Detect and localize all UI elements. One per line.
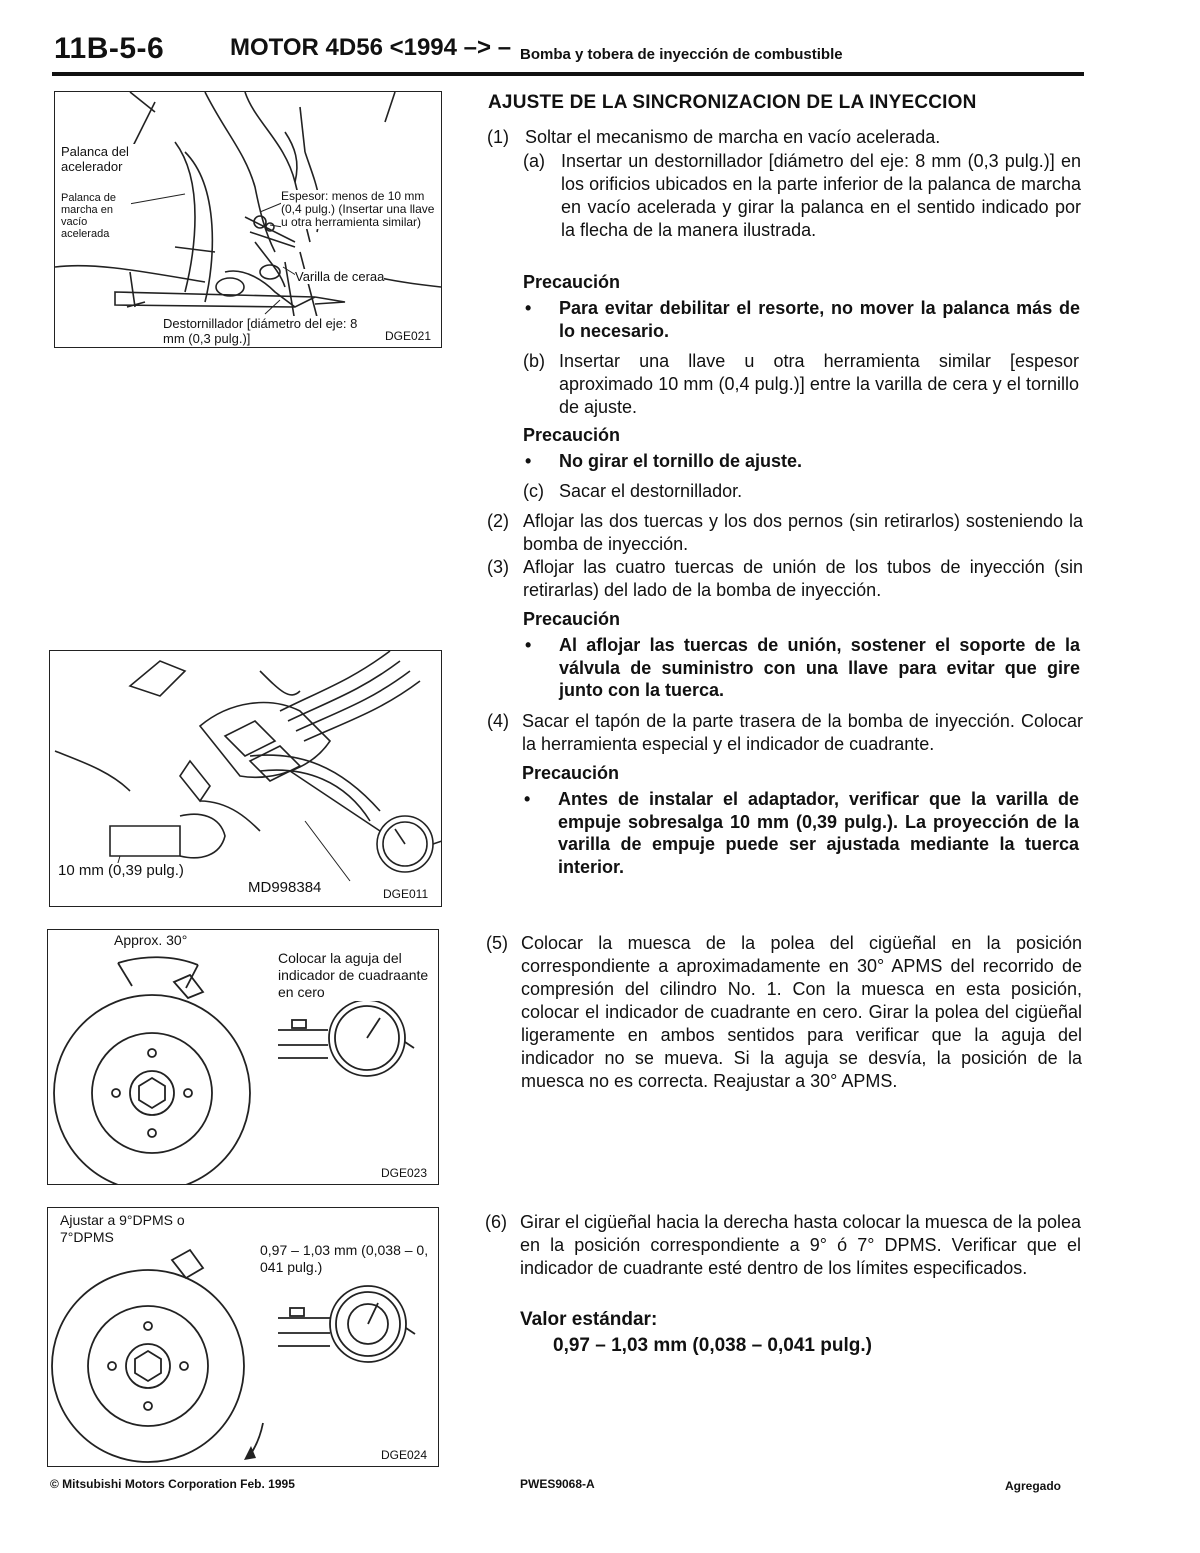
page-code: 11B-5-6 [54,32,165,65]
figure-dial-gauge-pump [49,650,442,907]
footer-doc-code: PWES9068-A [520,1477,595,1491]
label-range: 0,97 – 1,03 mm (0,038 – 0, 041 pulg.) [260,1242,435,1276]
label-set-needle-zero: Colocar la aguja del indicador de cuadraante en cero [278,950,438,1001]
step-text: Colocar la muesca de la polea del cigüeñal en la posición correspondiente a aproximadamente en 30° APMS del recorrido de compresión del cilindro No. 1. Con la muesca en esta posición, colocar el indicador de cuadrante en cero. Girar la polea del cigüeñal ligeramente en ambos sentidos para verificar que la aguja del indicador no se mueva. Si la aguja se desvía, la posición de la muesca no es correcta. Reajustar a 30° APMS. [521,933,1082,1091]
substep-letter: (a) [523,151,545,171]
label-thickness: Espesor: menos de 10 mm (0,4 pulg.) (Insertar una llave u otra herramienta similar) [281,190,441,229]
figure-code: DGE021 [385,329,432,343]
label-adjust-dpms: Ajustar a 9°DPMS o 7°DPMS [60,1212,240,1246]
step-text: Soltar el mecanismo de marcha en vacío acelerada. [525,127,941,147]
caution-text: Al aflojar las tuercas de unión, sostener el soporte de la válvula de suministro con una llave para evitar que gire junto con la tuerca. [559,635,1080,700]
step-text: Aflojar las dos tuercas y los dos pernos (sin retirarlos) sosteniendo la bomba de inyección. [523,511,1083,554]
caution-title: Precaución [523,425,621,445]
page-header [52,32,1084,76]
label-tool-number: MD998384 [248,879,322,896]
standard-value: 0,97 – 1,03 mm (0,038 – 0,041 pulg.) [553,1335,872,1356]
section-title: AJUSTE DE LA SINCRONIZACION DE LA INYECCION [488,92,977,113]
step-number: (4) [487,711,509,731]
step-text: Girar el cigüeñal hacia la derecha hasta colocar la muesca de la polea en la posición correspondiente a 9° ó 7° DPMS. Verificar que el indicador de cuadrante esté dentro de los límites especificados. [520,1212,1081,1278]
bullet-dot: • [525,635,532,655]
figure-code: DGE024 [381,1448,428,1462]
label-approx-30: Approx. 30° [114,932,188,948]
step-number: (6) [485,1212,507,1232]
caution-title: Precaución [523,272,621,292]
step-number: (3) [487,557,509,577]
substep-letter: (b) [523,351,545,371]
figure-pulley-dpms [47,1207,439,1467]
step-number: (5) [486,933,508,953]
step-number: (1) [487,127,509,147]
step-text: Aflojar las cuatro tuercas de unión de los tubos de inyección (sin retirarlas) del lado de la bomba de inyección. [523,557,1083,600]
figure-code: DGE023 [381,1166,428,1180]
footer-copyright: © Mitsubishi Motors Corporation Feb. 1995 [50,1477,295,1491]
substep-text: Insertar un destornillador [diámetro del eje: 8 mm (0,3 pulg.)] en los orificios ubicados en la parte inferior de la palanca de marcha en vacío acelerada y girar la palanca en el sentido indicado por la flecha de la manera ilustrada. [561,151,1081,240]
bullet-dot: • [525,298,532,318]
label-10mm: 10 mm (0,39 pulg.) [58,862,184,879]
caution-text: Antes de instalar el adaptador, verificar que la varilla de empuje sobresalga 10 mm (0,39 pulg.). La proyección de la varilla de empuje puede ser ajustada mediante la tuerca interior. [558,789,1079,877]
header-subtitle: Bomba y tobera de inyección de combustible [520,46,843,63]
caution-text: Para evitar debilitar el resorte, no mover la palanca más de lo necesario. [559,298,1080,341]
caution-title: Precaución [523,609,621,629]
standard-value-title: Valor estándar: [520,1309,658,1330]
footer-status: Agregado [1005,1479,1062,1493]
figure-throttle-lever [54,91,442,348]
header-motor: MOTOR 4D56 <1994 –> – [230,34,512,61]
label-screwdriver: Destornillador [diámetro del eje: 8 mm (0,3 pulg.)] [163,316,363,346]
caution-text: No girar el tornillo de ajuste. [559,451,803,471]
label-throttle-lever: Palanca del acelerador [61,144,161,174]
figure-pulley-30deg [47,929,439,1185]
substep-letter: (c) [523,481,544,501]
step-number: (2) [487,511,509,531]
label-wax-rod: Varilla de ceraa [295,269,385,284]
step-text: Sacar el tapón de la parte trasera de la bomba de inyección. Colocar la herramienta especial y el indicador de cuadrante. [522,711,1083,754]
substep-text: Sacar el destornillador. [559,481,743,501]
header-rule [52,72,1084,76]
bullet-dot: • [524,789,531,809]
bullet-dot: • [525,451,532,471]
caution-title: Precaución [522,763,620,783]
label-fast-idle-lever: Palanca de marcha en vacío acelerada [61,192,131,240]
figure-code: DGE011 [383,887,429,901]
substep-text: Insertar una llave u otra herramienta similar [espesor aproximado 10 mm (0,4 pulg.)] entre la varilla de cera y el tornillo de ajuste. [559,351,1079,417]
